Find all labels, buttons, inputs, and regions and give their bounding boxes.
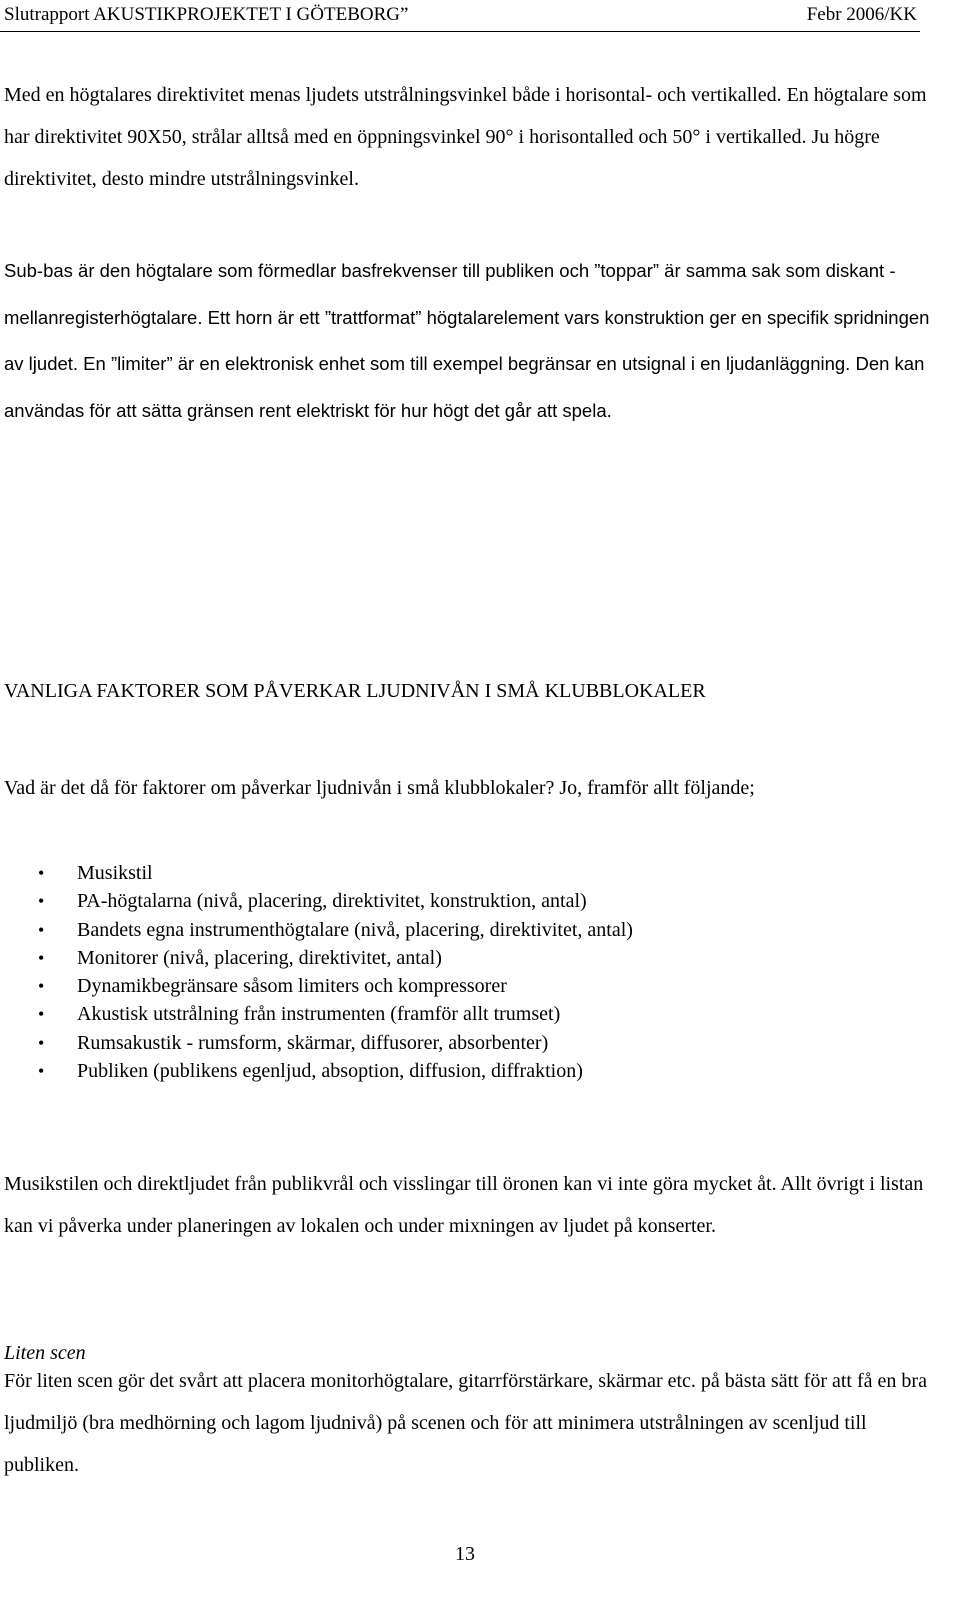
section-heading: VANLIGA FAKTORER SOM PÅVERKAR LJUDNIVÅN I SMÅ KLUBBLOKALER <box>4 680 706 702</box>
question-paragraph: Vad är det då för faktorer om påverkar ljudnivån i små klubblokaler? Jo, framför allt följande; <box>4 777 755 799</box>
page-header <box>0 4 917 30</box>
bullet-icon: • <box>38 976 45 997</box>
paragraph-conclusion: Musikstilen och direktljudet från publikvrål och visslingar till öronen kan vi inte göra mycket åt. Allt övrigt i listan kan vi påverka under planeringen av lokalen och under mixningen av ljudet på konserter. <box>4 1173 924 1237</box>
page-number: 13 <box>455 1543 475 1565</box>
header-title: Slutrapport AKUSTIKPROJEKTET I GÖTEBORG” <box>4 4 409 25</box>
bullet-icon: • <box>38 947 45 968</box>
document-page: Slutrapport AKUSTIKPROJEKTET I GÖTEBORG” Febr 2006/KK Med en högtalares direktivitet menas ljudets utstrålningsvinkel både i horisontal- och vertikalled. En högtalare som har direktivitet 90X50, strålar alltså med en öppningsvinkel 90° i horisontalled och 50° i vertikalled. Ju högre direktivitet, desto mindre utstrålningsvinkel. Sub-bas är den högtalare som förmedlar basfrekvenser till publiken och ”toppar” är samma sak som diskant - mellanregisterhögtalare. Ett horn är ett ”trattformat” högtalarelement vars konstruktion ger en specifik spridningen av ljudet. En ”limiter” är en elektronisk enhet som till exempel begränsar en utsignal i en ljudanläggning. Den kan användas för att sätta gränsen rent elektriskt för hur högt det går att spela. VANLIGA FAKTORER SOM PÅVERKAR LJUDNIVÅN I SMÅ KLUBBLOKALER Vad är det då för faktorer om påverkar ljudnivån i små klubblokaler? Jo, framför allt följande; • Musikstil • PA-högtalarna (nivå, placering, direktivitet, konstruktion, antal) • Bandets egna instrumenthögtalare (nivå, placering, direktivitet, antal) • Monitorer (nivå, placering, direktivitet, antal) • Dynamikbegränsare såsom limiters och kompressorer • Akustisk utstrålning från instrumenten (framför allt trumset) • Rumsakustik - rumsform, skärmar, diffusorer, absorbenter) • Publiken (publikens egenljud, absoption, diffusion, diffraktion) Musikstilen och direktljudet från publikvrål och visslingar till öronen kan vi inte göra mycket åt. Allt övrigt i listan kan vi påverka under planeringen av lokalen och under mixningen av ljudet på konserter. Liten scen För liten scen gör det svårt att placera monitorhögtalare, gitarrförstärkare, skärmar etc. på bästa sätt för att få en bra ljudmiljö (bra medhörning och lagom ljudnivå) på scenen och för att minimera utstrålningen av scenljud till publiken. 13 <box>0 0 960 1617</box>
paragraph-small-stage: För liten scen gör det svårt att placera monitorhögtalare, gitarrförstärkare, skärmar etc. på bästa sätt för att få en bra ljudmiljö (bra medhörning och lagom ljudnivå) på scenen och för att minimera utstrålningen av scenljud till publiken. <box>4 1370 927 1476</box>
header-rule <box>0 31 920 32</box>
bullet-icon: • <box>38 1032 45 1053</box>
header-date: Febr 2006/KK <box>806 4 917 25</box>
bullet-icon: • <box>38 891 45 912</box>
paragraph-definitions: Sub-bas är den högtalare som förmedlar basfrekvenser till publiken och ”toppar” är samma sak som diskant - mellanregisterhögtalare. Ett horn är ett ”trattformat” högtalarelement vars konstruktion ger en specifik spridningen av ljudet. En ”limiter” är en elektronisk enhet som till exempel begränsar en utsignal i en ljudanläggning. Den kan användas för att sätta gränsen rent elektriskt för hur högt det går att spela. <box>4 260 930 421</box>
subheading-small-stage: Liten scen <box>4 1342 86 1364</box>
bullet-icon: • <box>38 863 45 883</box>
bullet-icon: • <box>38 1061 45 1082</box>
bullet-icon: • <box>38 1004 45 1025</box>
bullet-icon: • <box>38 919 45 940</box>
paragraph-directivity: Med en högtalares direktivitet menas ljudets utstrålningsvinkel både i horisontal- och vertikalled. En högtalare som har direktivitet 90X50, strålar alltså med en öppningsvinkel 90° i horisontalled och 50° i vertikalled. Ju högre direktivitet, desto mindre utstrålningsvinkel. <box>4 84 927 190</box>
